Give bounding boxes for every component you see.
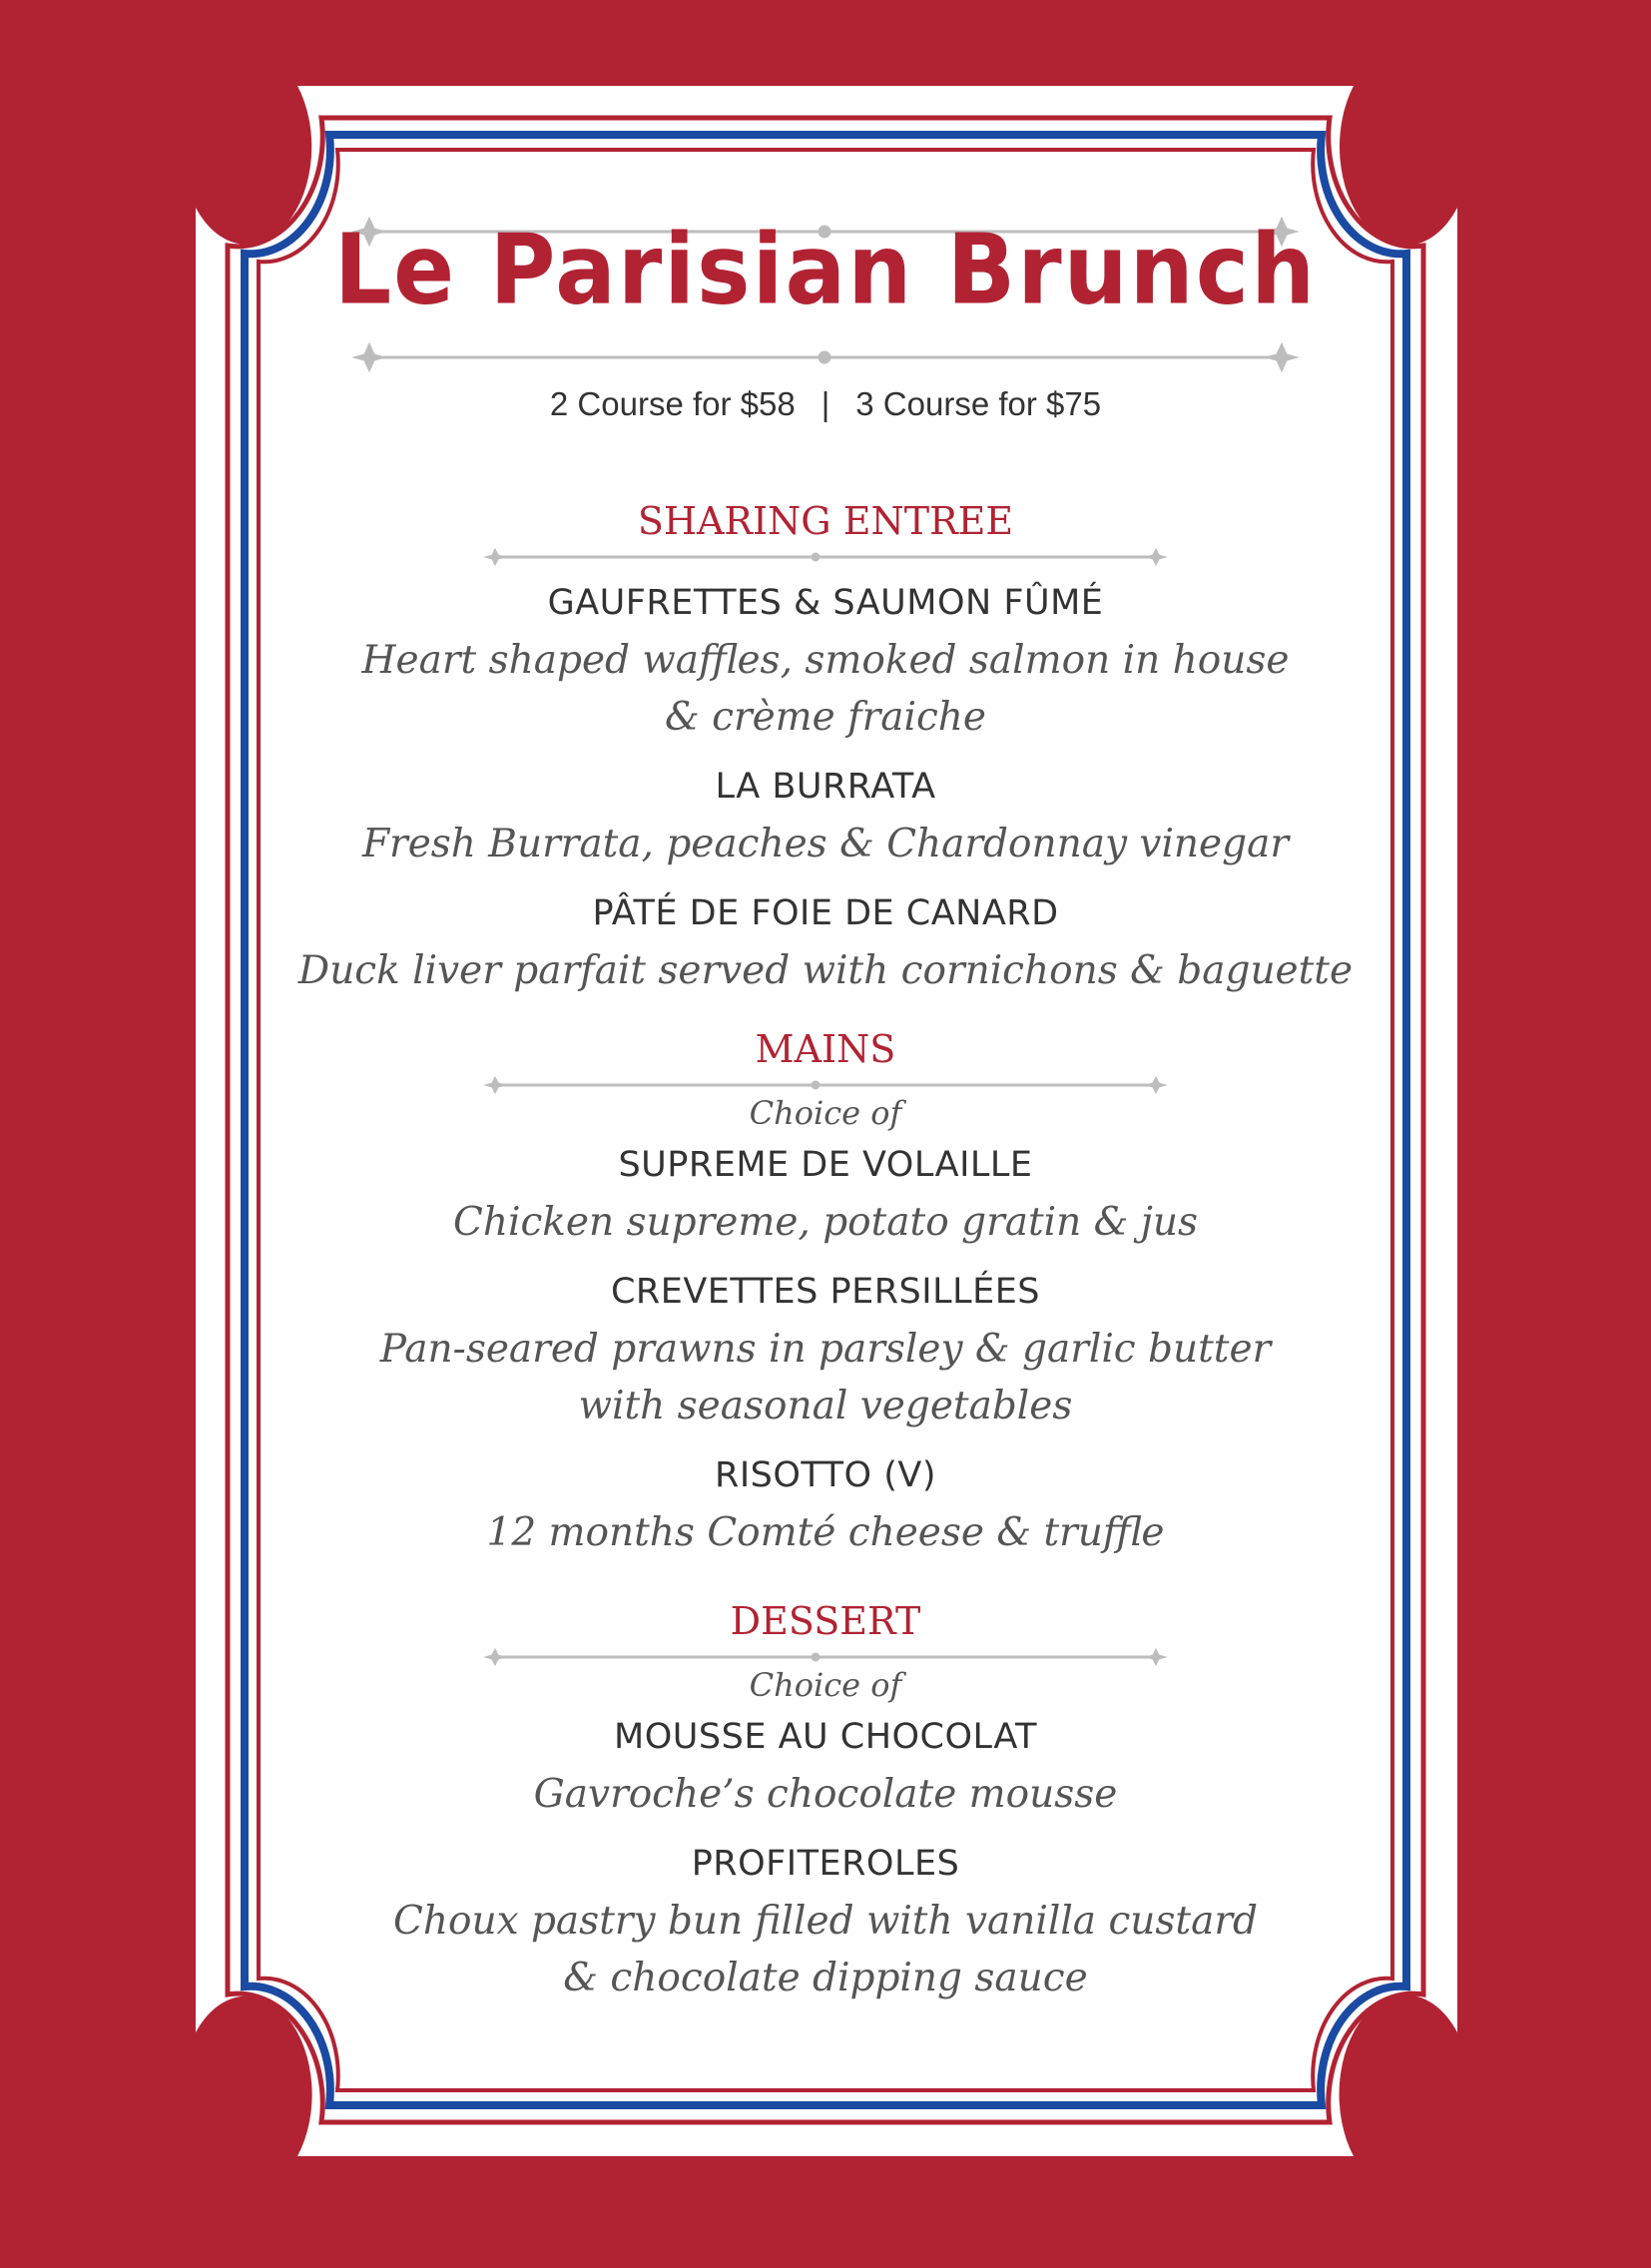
price-separator: | [821,385,830,422]
item-name: MOUSSE AU CHOCOLAT [614,1717,1037,1757]
menu-item [260,1144,1391,1251]
item-description [260,1766,1391,1823]
item-name: LA BURRATA [715,767,936,807]
item-description-line: with seasonal vegetables [578,1384,1073,1428]
section-subtitle: Choice of [749,1094,902,1132]
section-subtitle: Choice of [749,1666,902,1704]
item-name: SUPREME DE VOLAILLE [618,1145,1033,1185]
menu-item [260,892,1391,999]
menu-title: Le Parisian Brunch [333,213,1318,327]
item-description [260,1321,1391,1434]
section-divider [260,1642,1391,1672]
item-description [260,632,1391,746]
item-name: CREVETTES PERSILLÉES [610,1272,1041,1312]
item-description-line: Heart shaped waffles, smoked salmon in house [361,638,1290,683]
item-description-line: 12 months Comté cheese & truffle [486,1510,1165,1555]
section-sharing-entree [260,499,1391,1019]
menu-item [260,1716,1391,1823]
item-description-line: Chicken supreme, potato gratin & jus [453,1200,1198,1245]
price-three-course: 3 Course for $75 [855,385,1102,422]
section-divider [260,542,1391,572]
item-description [260,1893,1391,2006]
menu-item [260,1454,1391,1561]
menu-item [260,766,1391,872]
item-name: PÂTÉ DE FOIE DE CANARD [592,893,1059,933]
title-block [260,190,1391,449]
item-description [260,1194,1391,1251]
item-description-line: Duck liver parfait served with cornichons & baguette [297,948,1354,993]
item-description [260,1504,1391,1561]
section-divider [260,1070,1391,1100]
divider-ornament [260,542,1391,572]
section-title: SHARING ENTREE [637,499,1014,543]
item-description-line: Fresh Burrata, peaches & Chardonnay vinegar [362,822,1289,866]
item-name: PROFITEROLES [691,1844,960,1884]
item-description [260,816,1391,872]
menu-item [260,582,1391,746]
item-description-line: & chocolate dipping sauce [563,1956,1088,2000]
menu-item [260,1271,1391,1434]
pricing [260,385,1391,423]
item-name: GAUFRETTES & SAUMON FÛMÉ [547,583,1104,623]
section-dessert [260,1599,1391,2026]
section-title: DESSERT [730,1599,921,1643]
divider-ornament [260,1070,1391,1100]
item-description-line: Pan-seared prawns in parsley & garlic butter [379,1327,1272,1372]
price-two-course: 2 Course for $58 [549,385,796,422]
menu [260,190,1391,2066]
section-mains [260,1027,1391,1581]
section-title: MAINS [755,1027,896,1071]
menu-item [260,1843,1391,2006]
item-description-line: & crème fraiche [665,695,986,740]
item-description [260,942,1391,999]
item-name: RISOTTO (V) [715,1455,936,1495]
divider-ornament [260,1642,1391,1672]
item-description-line: Choux pastry bun filled with vanilla custard [393,1899,1258,1944]
item-description-line: Gavroche’s chocolate mousse [533,1772,1118,1817]
